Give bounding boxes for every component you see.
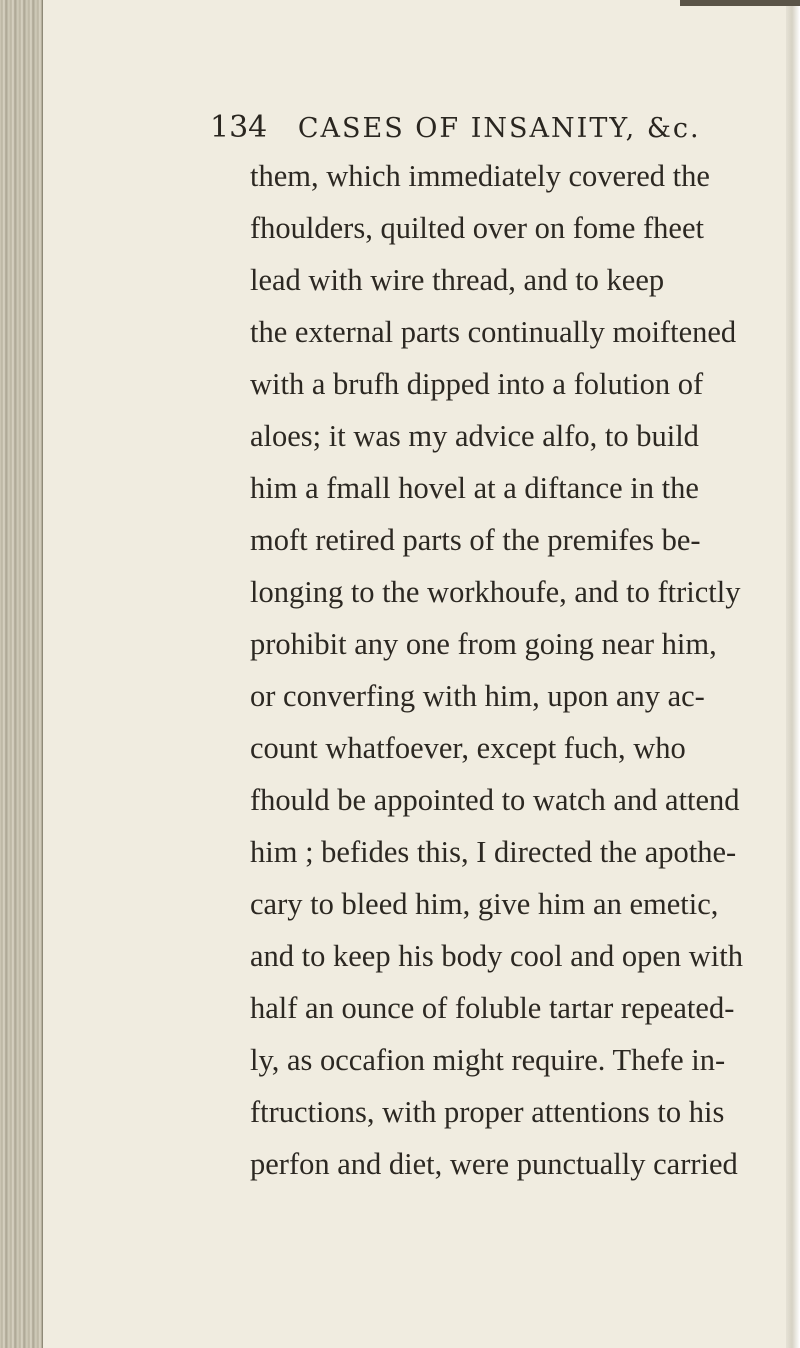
text-line: half an ounce of foluble tartar repeated-	[250, 991, 735, 1025]
text-line: him ; befides this, I directed the apothe-	[250, 835, 737, 869]
text-line: fhoulders, quilted over on fome fheet	[250, 211, 704, 245]
text-line: the external parts continually moiftened	[250, 315, 737, 349]
text-line: cary to bleed him, give him an emetic,	[250, 887, 719, 921]
text-line: prohibit any one from going near him,	[250, 627, 717, 661]
page-top-corner-shadow	[680, 0, 800, 6]
text-line: or converfing with him, upon any ac-	[250, 679, 705, 713]
text-line: and to keep his body cool and open with	[250, 939, 743, 973]
text-line: fhould be appointed to watch and attend	[250, 783, 740, 817]
text-line: longing to the workhoufe, and to ftrictly	[250, 575, 741, 609]
text-line: ly, as occafion might require. Thefe in-	[250, 1043, 726, 1077]
text-line: lead with wire thread, and to keep	[250, 263, 665, 297]
text-line: moft retired parts of the premifes be-	[250, 523, 701, 557]
page-number: 134	[210, 110, 268, 145]
running-title: CASES OF INSANITY, &c.	[297, 113, 701, 144]
text-line: ftructions, with proper attentions to his	[250, 1095, 725, 1129]
text-line: count whatfoever, except fuch, who	[250, 731, 686, 765]
text-line: with a brufh dipped into a folution of	[250, 367, 704, 401]
text-line: aloes; it was my advice alfo, to build	[250, 419, 699, 453]
page-right-edge	[786, 0, 800, 1348]
body-text	[250, 150, 770, 1190]
book-binding-edge	[0, 0, 43, 1348]
running-head	[210, 110, 701, 145]
text-line: him a fmall hovel at a diftance in the	[250, 471, 699, 505]
text-line: them, which immediately covered the	[250, 159, 710, 193]
text-line: perfon and diet, were punctually carried	[250, 1147, 738, 1181]
